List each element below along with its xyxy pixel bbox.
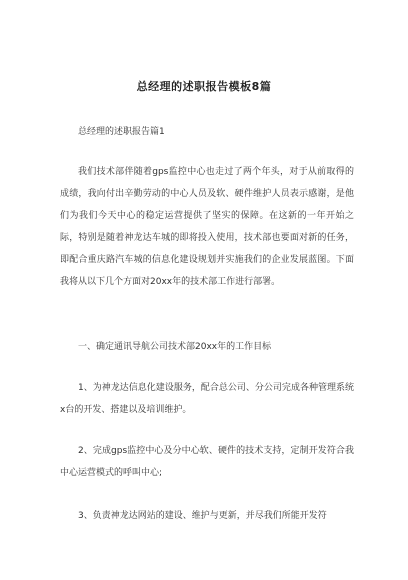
paragraph-section-heading: 一、确定通讯导航公司技术部20xx年的工作目标 [78,342,272,352]
paragraph-item-3: 3、负责神龙达网站的建设、维护与更新，并尽我们所能开发符 [78,511,327,521]
paragraph-item-2: 2、完成gps监控中心及分中心软、硬件的技术支持，定制开发符合我中心运营模式的呼叫中心; [60,446,354,478]
document-title: 总经理的述职报告模板8篇 [136,80,272,93]
paragraph-intro: 我们技术部伴随着gps监控中心也走过了两个年头，对于从前取得的成绩，我向付出辛勤劳动的中心人员及软、硬件维护人员表示感谢，是他们为我们今天中心的稳定运营提供了坚实的保障。在这新的一年开始之际，特别是随着神龙达车城的即将投入使用，技术部也要面对新的任务，即配合重庆路汽车城的信息化建设规划并实施我们的企业发展蓝图。下面我将从以下几个方面对20xx年的技术部工作进行部署。 [60,167,354,287]
paragraph-item-1: 1、为神龙达信息化建设服务，配合总公司、分公司完成各种管理系统x台的开发、搭建以及培训维护。 [60,383,354,415]
document-subtitle: 总经理的述职报告篇1 [78,127,165,137]
